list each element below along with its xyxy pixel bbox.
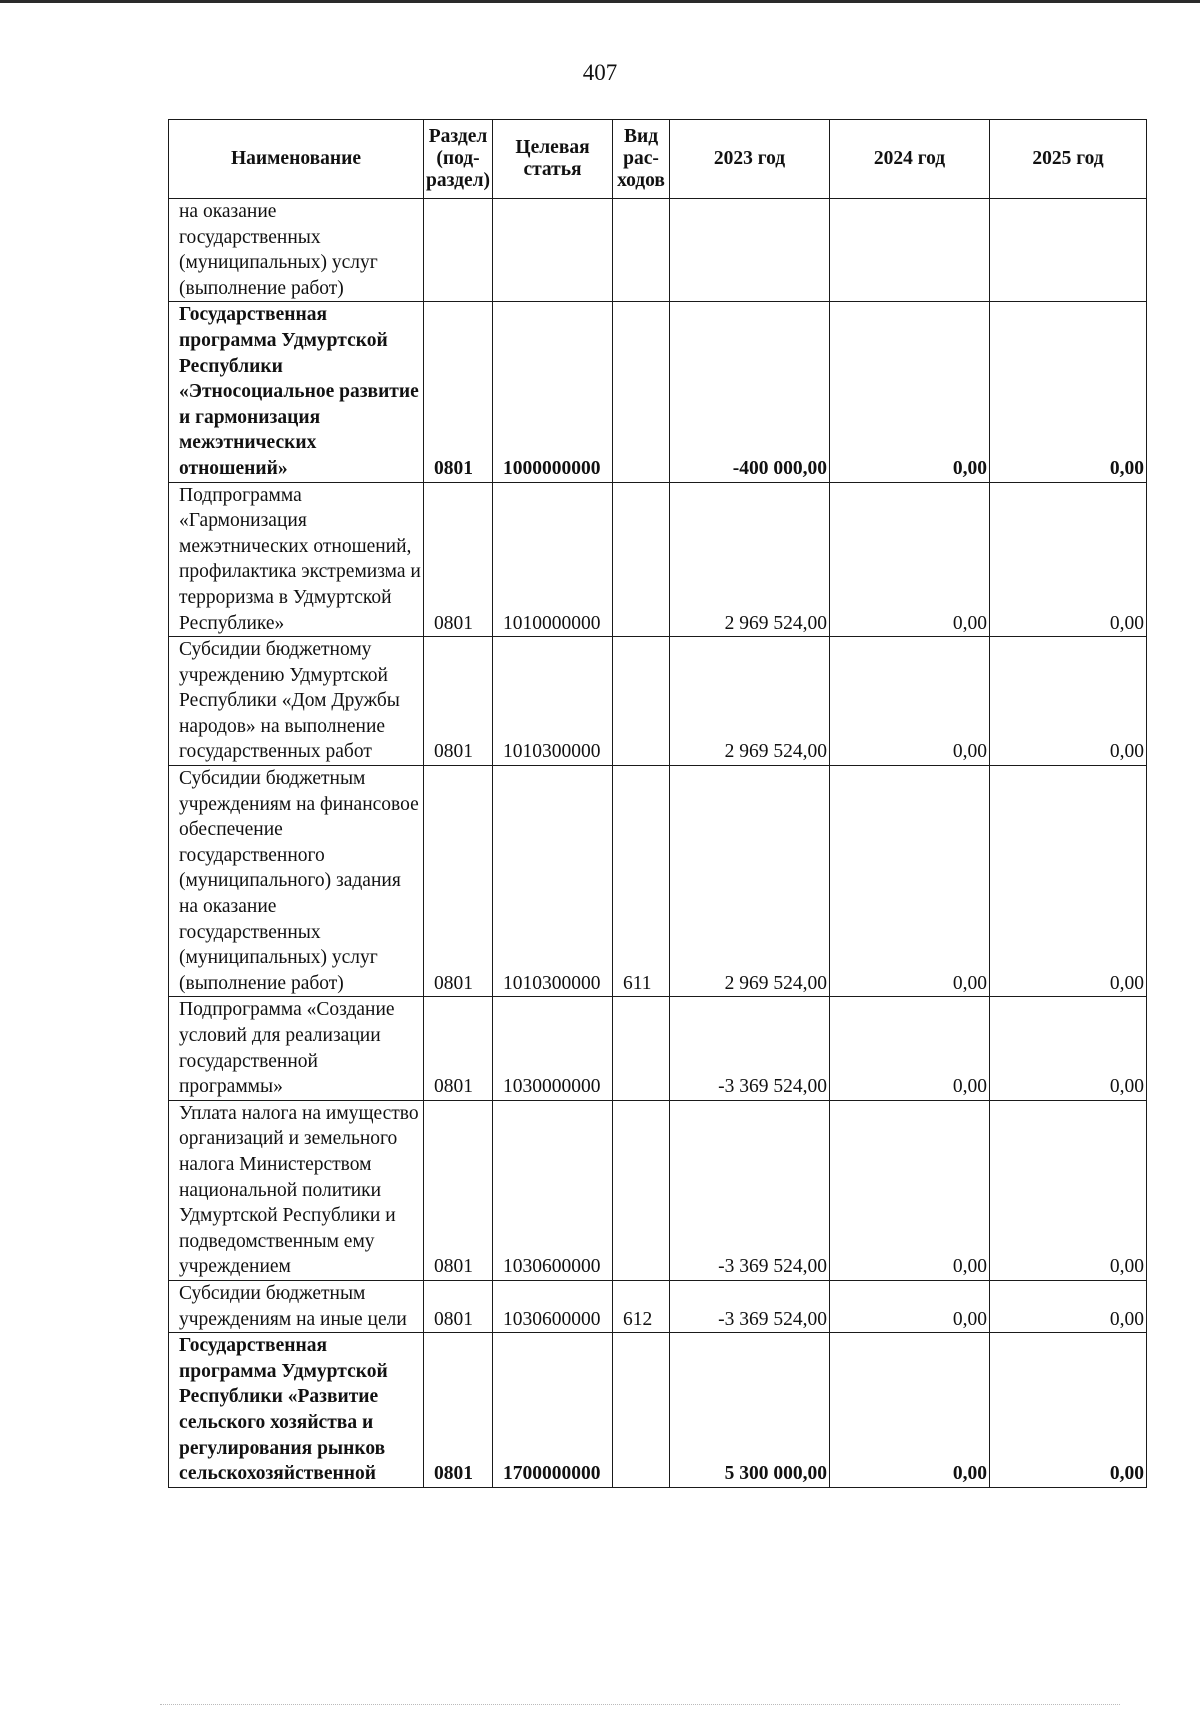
cell-section: 0801 <box>424 302 493 482</box>
header-article: Целевая статья <box>493 120 613 199</box>
cell-2023: -400 000,00 <box>670 302 830 482</box>
budget-table <box>168 119 1147 1488</box>
cell-2024: 0,00 <box>830 482 990 637</box>
page-number: 407 <box>582 60 618 85</box>
cell-2025: 0,00 <box>990 1100 1147 1280</box>
cell-2025: 0,00 <box>990 997 1147 1100</box>
table-row <box>169 482 1147 637</box>
cell-article: 1030600000 <box>493 1100 613 1280</box>
header-2025: 2025 год <box>990 120 1147 199</box>
cell-article: 1000000000 <box>493 302 613 482</box>
cell-2025: 0,00 <box>990 1280 1147 1332</box>
cell-article: 1030600000 <box>493 1280 613 1332</box>
cell-section: 0801 <box>424 637 493 766</box>
cell-expense-type <box>613 637 670 766</box>
table-row <box>169 1280 1147 1332</box>
table-row <box>169 997 1147 1100</box>
header-2023: 2023 год <box>670 120 830 199</box>
cell-2024: 0,00 <box>830 766 990 997</box>
header-2024: 2024 год <box>830 120 990 199</box>
cell-expense-type <box>613 997 670 1100</box>
cell-name: Подпрограмма «Создание условий для реализации государственной программы» <box>169 997 424 1100</box>
header-section: Раздел (под-раздел) <box>424 120 493 199</box>
cell-article: 1010000000 <box>493 482 613 637</box>
header-expense-type: Вид рас-ходов <box>613 120 670 199</box>
cell-article <box>493 199 613 302</box>
cell-2024: 0,00 <box>830 1333 990 1488</box>
header-name: Наименование <box>169 120 424 199</box>
table-row <box>169 766 1147 997</box>
cell-2025: 0,00 <box>990 637 1147 766</box>
cell-section: 0801 <box>424 482 493 637</box>
cell-section: 0801 <box>424 766 493 997</box>
cell-2024: 0,00 <box>830 637 990 766</box>
cell-2023: 2 969 524,00 <box>670 766 830 997</box>
cell-section: 0801 <box>424 1100 493 1280</box>
header-row <box>169 120 1147 199</box>
cell-expense-type <box>613 1333 670 1488</box>
cell-name: Уплата налога на имущество организаций и земельного налога Министерством национальной политики Удмуртской Республики и подведомственным ему учреждением <box>169 1100 424 1280</box>
cell-expense-type <box>613 482 670 637</box>
cell-expense-type: 612 <box>613 1280 670 1332</box>
cell-name: Субсидии бюджетным учреждениям на иные цели <box>169 1280 424 1332</box>
table-row <box>169 637 1147 766</box>
cell-name: Государственная программа Удмуртской Республики «Этносоциальное развитие и гармонизация межэтнических отношений» <box>169 302 424 482</box>
table-row <box>169 302 1147 482</box>
cell-2024: 0,00 <box>830 302 990 482</box>
cell-2024: 0,00 <box>830 1280 990 1332</box>
cell-article: 1030000000 <box>493 997 613 1100</box>
cell-article: 1010300000 <box>493 766 613 997</box>
cell-expense-type: 611 <box>613 766 670 997</box>
table-row <box>169 1100 1147 1280</box>
cell-2023: 5 300 000,00 <box>670 1333 830 1488</box>
cell-2023: -3 369 524,00 <box>670 1280 830 1332</box>
cell-section <box>424 199 493 302</box>
cell-2025: 0,00 <box>990 766 1147 997</box>
cell-2025: 0,00 <box>990 482 1147 637</box>
cell-2025 <box>990 199 1147 302</box>
scan-noise-line <box>160 1704 1120 1707</box>
cell-expense-type <box>613 1100 670 1280</box>
cell-2024: 0,00 <box>830 997 990 1100</box>
cell-section: 0801 <box>424 1333 493 1488</box>
cell-2024 <box>830 199 990 302</box>
cell-2025: 0,00 <box>990 1333 1147 1488</box>
table-row <box>169 199 1147 302</box>
cell-section: 0801 <box>424 997 493 1100</box>
cell-2024: 0,00 <box>830 1100 990 1280</box>
cell-name: Субсидии бюджетному учреждению Удмуртской Республики «Дом Дружбы народов» на выполнение государственных работ <box>169 637 424 766</box>
page-top-edge <box>0 0 1200 3</box>
cell-name: Государственная программа Удмуртской Республики «Развитие сельского хозяйства и регулирования рынков сельскохозяйственной <box>169 1333 424 1488</box>
cell-2023: 2 969 524,00 <box>670 482 830 637</box>
table-row <box>169 1333 1147 1488</box>
cell-2025: 0,00 <box>990 302 1147 482</box>
cell-expense-type <box>613 199 670 302</box>
cell-2023: -3 369 524,00 <box>670 1100 830 1280</box>
cell-expense-type <box>613 302 670 482</box>
cell-name: на оказание государственных (муниципальных) услуг (выполнение работ) <box>169 199 424 302</box>
cell-article: 1700000000 <box>493 1333 613 1488</box>
cell-2023: 2 969 524,00 <box>670 637 830 766</box>
cell-section: 0801 <box>424 1280 493 1332</box>
cell-article: 1010300000 <box>493 637 613 766</box>
cell-name: Подпрограмма «Гармонизация межэтнических отношений, профилактика экстремизма и терроризма в Удмуртской Республике» <box>169 482 424 637</box>
cell-name: Субсидии бюджетным учреждениям на финансовое обеспечение государственного (муниципального) задания на оказание государственных (муниципальных) услуг (выполнение работ) <box>169 766 424 997</box>
cell-2023 <box>670 199 830 302</box>
cell-2023: -3 369 524,00 <box>670 997 830 1100</box>
